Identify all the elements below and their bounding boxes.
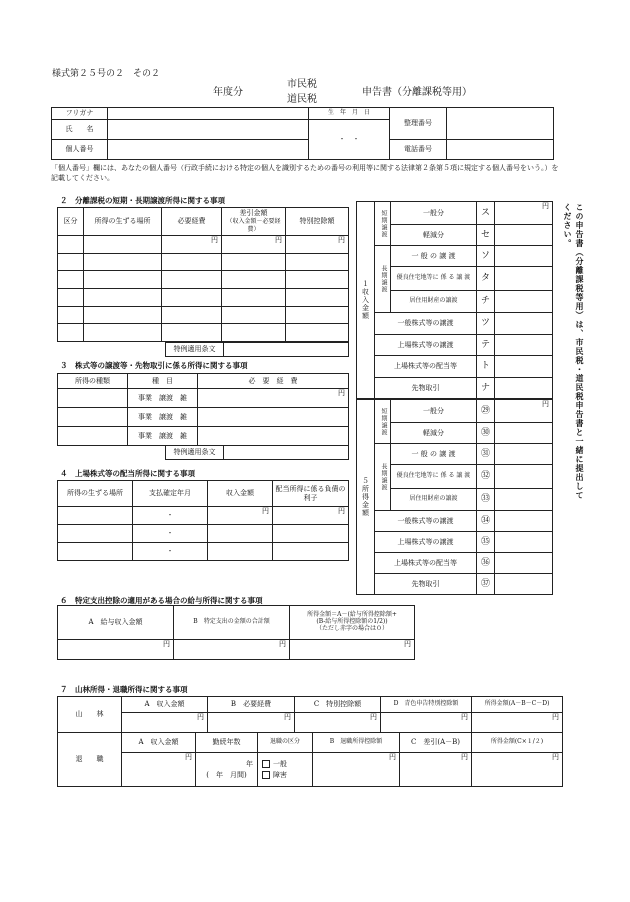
sec2-h-deduction: 特別控除額 [286, 208, 349, 236]
sec2-cell[interactable] [162, 271, 222, 289]
shotoku-mark-34: ㉞ [477, 511, 495, 532]
income-field-so[interactable] [495, 246, 553, 267]
sanrin-h-a: A 収入金額 [122, 697, 208, 713]
taishoku-years-field[interactable] [196, 753, 258, 787]
sec2-cell[interactable] [162, 288, 222, 306]
name-label: 氏 名 [52, 120, 108, 140]
kojin-bango-field[interactable] [108, 140, 309, 160]
sec3-expense-field[interactable] [198, 408, 349, 427]
sec2-cell[interactable] [286, 271, 349, 289]
sec3-expense-field[interactable]: 円 [198, 389, 349, 408]
income-label-te: 上場株式等の譲渡 [375, 335, 477, 356]
sanrin-h-c: C 特別控除額 [295, 697, 381, 713]
income-field-na[interactable] [495, 378, 553, 399]
shotoku-mark-35: ㉟ [477, 532, 495, 553]
sec2-cell[interactable] [286, 288, 349, 306]
income-field-tsu[interactable] [495, 313, 553, 335]
sec2-cell[interactable] [58, 306, 84, 324]
income-label-su: 一般分 [391, 202, 477, 225]
income-label-chi: 居住用財産の譲渡 [391, 291, 477, 313]
sec2-h-diff: 差引金額 （収入金額－必要経費） [222, 208, 286, 236]
sanrin-h-d: D 青色申告特別控除額 [381, 697, 472, 713]
sanrin-h-b: B 必要経費 [208, 697, 295, 713]
sec2-cell[interactable] [222, 306, 286, 324]
shotoku-field-34[interactable] [495, 511, 553, 532]
income-field-to[interactable] [495, 356, 553, 378]
sec7-taishoku-table [57, 732, 563, 787]
taishoku-total-field[interactable]: 円 [472, 753, 563, 787]
sec4-date-field[interactable]: ・ [133, 507, 208, 525]
sec6-h-salary: A 給与収入金額 [58, 606, 174, 640]
sec2-cell[interactable] [84, 235, 162, 253]
sec3-h-expenses: 必 要 経 費 [198, 374, 349, 389]
sec2-tokurei-label: 特例適用条文 [166, 343, 224, 357]
shotoku-field-30[interactable] [495, 423, 553, 444]
sec4-h-interest: 配当所得に係る負債の利子 [273, 481, 349, 507]
sec2-cell[interactable] [222, 324, 286, 342]
income-field-su[interactable]: 円 [495, 202, 553, 225]
taishoku-years-months: ( 年 月間) [206, 771, 247, 779]
taishoku-option-general[interactable]: 一般 [262, 760, 312, 768]
shotoku-label-32: 優良住宅地等に 係 る 譲 渡 [391, 465, 477, 489]
sanrin-total-field[interactable]: 円 [472, 713, 563, 733]
sec2-cell[interactable] [84, 306, 162, 324]
sec3-kind-options[interactable]: 事業 譲渡 雑 [128, 427, 198, 446]
sec2-cell[interactable] [286, 306, 349, 324]
shotoku-label-37: 先物取引 [375, 574, 477, 595]
sec2-cell[interactable] [286, 324, 349, 342]
personal-info-table [51, 107, 554, 160]
side-note: この申告書（分離課税等用）は、市民税・道民税申告書と一緒に提出してください。 [563, 203, 585, 500]
income-mark-so: ソ [477, 246, 495, 267]
shotoku-label-30: 軽減分 [391, 423, 477, 444]
sec4-title: ４ 上場株式等の配当所得に関する事項 [60, 469, 195, 478]
sec4-income-field[interactable] [208, 525, 273, 543]
income-label-na: 先物取引 [375, 378, 477, 399]
income-mark-to: ト [477, 356, 495, 378]
sec4-date-field[interactable]: ・ [133, 543, 208, 561]
taishoku-h-a: A 収入金額 [122, 733, 196, 753]
shotoku-tanki-label: 短期譲渡 [375, 400, 391, 444]
taishoku-h-years: 勤続年数 [196, 733, 258, 753]
sec2-cell[interactable] [84, 288, 162, 306]
sec4-place-field[interactable] [58, 543, 133, 561]
sec3-kind-options[interactable]: 事業 譲渡 雑 [128, 389, 198, 408]
sec3-kind-options[interactable]: 事業 譲渡 雑 [128, 408, 198, 427]
sec2-h-kubun: 区分 [58, 208, 84, 236]
sanrin-c-field[interactable]: 円 [295, 713, 381, 733]
shotoku-field-36[interactable] [495, 553, 553, 574]
income-mark-te: テ [477, 335, 495, 356]
shotoku-label-33: 居住用財産の譲渡 [391, 489, 477, 511]
shotoku-table [356, 399, 553, 595]
sec4-place-field[interactable] [58, 507, 133, 525]
shotoku-mark-33: ㉝ [477, 489, 495, 511]
sec2-cell[interactable] [84, 324, 162, 342]
sec2-h-place: 所得の生ずる場所 [84, 208, 162, 236]
taishoku-h-kubun: 退職の区分 [258, 733, 313, 753]
income-group-label: １収入金額 [357, 202, 375, 399]
taishoku-h-total: 所得金額(C×１/２) [472, 733, 563, 753]
phone-field[interactable] [447, 140, 554, 160]
sec2-table [57, 207, 349, 342]
shotoku-mark-30: ㉚ [477, 423, 495, 444]
sec2-title: ２ 分離課税の短期・長期譲渡所得に関する事項 [60, 196, 225, 205]
income-label-se: 軽減分 [391, 225, 477, 246]
sec4-interest-field[interactable] [273, 543, 349, 561]
income-label-so: 一 般 の 譲 渡 [391, 246, 477, 267]
birthdate-label: 生 年 月 日 [309, 108, 390, 120]
form-title: 申告書（分離課税等用） [362, 87, 472, 98]
sec2-cell[interactable] [84, 253, 162, 271]
shotoku-mark-32: ㉜ [477, 465, 495, 489]
kojin-bango-label: 個人番号 [52, 140, 108, 160]
furigana-label: フリガナ [52, 108, 108, 120]
taishoku-h-b: B 退職所得控除額 [313, 733, 400, 753]
sec2-cell[interactable] [222, 288, 286, 306]
income-label-to: 上場株式等の配当等 [375, 356, 477, 378]
sec3-footer [165, 445, 349, 460]
sec3-h-item: 種 目 [128, 374, 198, 389]
sec2-cell[interactable] [162, 306, 222, 324]
income-mark-chi: チ [477, 291, 495, 313]
taishoku-kubun-field [258, 753, 313, 787]
sec6-title: ６ 特定支出控除の適用がある場合の給与所得に関する事項 [60, 596, 263, 605]
sec4-table [57, 480, 349, 561]
sanrin-label: 山 林 [58, 697, 122, 733]
sec2-yen[interactable]: 円 [286, 235, 349, 253]
form-number: 様式第２５号の２ その２ [52, 69, 161, 79]
sec6-special-field[interactable]: 円 [174, 640, 290, 660]
seiri-label: 整理番号 [390, 108, 447, 140]
sec4-income-field[interactable]: 円 [208, 507, 273, 525]
sec4-h-income: 収入金額 [208, 481, 273, 507]
sec4-h-place: 所得の生ずる場所 [58, 481, 133, 507]
seiri-field[interactable] [447, 108, 554, 140]
sec6-income-field[interactable]: 円 [290, 640, 415, 660]
taishoku-option-disability[interactable]: 障害 [262, 771, 312, 779]
sec4-h-date: 支払確定年月 [133, 481, 208, 507]
tax-type-city: 市民税 [287, 79, 317, 90]
sec4-interest-field[interactable]: 円 [273, 507, 349, 525]
taishoku-a-field[interactable]: 円 [122, 753, 196, 787]
shotoku-field-29[interactable]: 円 [495, 400, 553, 423]
kojin-bango-note: 「個人番号」欄には、あなたの個人番号（行政手続における特定の個人を識別するための番号の利用等に関する法律第２条第５項に規定する個人番号をいう。）を記載してください。 [51, 164, 559, 182]
sec6-h-formula: 所得金額＝A－(給与所得控除額+ (B-給与所得控除額の1/2)) （ただし赤字の場合は０） [290, 606, 415, 640]
sec3-tokurei-field[interactable] [224, 446, 349, 460]
sanrin-d-field[interactable]: 円 [381, 713, 472, 733]
sanrin-b-field[interactable]: 円 [208, 713, 295, 733]
phone-label: 電話番号 [390, 140, 447, 160]
sec3-tokurei-label: 特例適用条文 [166, 446, 224, 460]
sec2-cell[interactable] [58, 253, 84, 271]
sec4-place-field[interactable] [58, 525, 133, 543]
sec6-h-special: B 特定支出の金額の合計額 [174, 606, 290, 640]
sec7-title: ７ 山林所得・退職所得に関する事項 [60, 685, 188, 694]
income-mark-tsu: ツ [477, 313, 495, 335]
sec2-cell[interactable] [222, 253, 286, 271]
sec2-tokurei-field[interactable] [224, 343, 349, 357]
shotoku-mark-29: ㉙ [477, 400, 495, 423]
income-field-se[interactable] [495, 225, 553, 246]
shotoku-group-label: ５所得金額 [357, 400, 375, 595]
sec2-cell[interactable] [58, 288, 84, 306]
taishoku-label: 退 職 [58, 733, 122, 787]
sec2-cell[interactable] [58, 235, 84, 253]
birthdate-field[interactable]: ・ ・ [309, 120, 390, 160]
sec6-salary-field[interactable]: 円 [58, 640, 174, 660]
sec3-type-field[interactable] [58, 427, 128, 446]
income-choki-label: 長期譲渡 [375, 246, 391, 313]
taishoku-h-c: C 差引(A－B) [400, 733, 472, 753]
sec3-type-field[interactable] [58, 389, 128, 408]
shotoku-label-31: 一 般 の 譲 渡 [391, 444, 477, 465]
shotoku-label-35: 上場株式等の譲渡 [375, 532, 477, 553]
shotoku-choki-label: 長期譲渡 [375, 444, 391, 511]
shotoku-field-35[interactable] [495, 532, 553, 553]
sec2-cell[interactable] [162, 253, 222, 271]
sec2-cell[interactable] [58, 324, 84, 342]
sec2-cell[interactable] [84, 271, 162, 289]
income-field-ta[interactable] [495, 267, 553, 291]
furigana-field[interactable] [108, 108, 309, 120]
shotoku-mark-31: ㉛ [477, 444, 495, 465]
tax-type-prefecture: 道民税 [287, 94, 317, 105]
sec7-sanrin-table [57, 696, 563, 733]
sec2-yen[interactable]: 円 [162, 235, 222, 253]
shotoku-label-29: 一般分 [391, 400, 477, 423]
sanrin-a-field[interactable]: 円 [122, 713, 208, 733]
sec3-h-type: 所得の種類 [58, 374, 128, 389]
sec2-h-expenses: 必要経費 [162, 208, 222, 236]
shotoku-field-37[interactable] [495, 574, 553, 595]
checkbox-icon[interactable] [262, 760, 270, 768]
sec4-date-field[interactable]: ・ [133, 525, 208, 543]
sec2-cell[interactable] [58, 271, 84, 289]
income-mark-na: ナ [477, 378, 495, 399]
sec3-table [57, 373, 349, 446]
income-label-tsu: 一般株式等の譲渡 [375, 313, 477, 335]
sec2-cell[interactable] [286, 253, 349, 271]
sec6-table [57, 605, 415, 660]
sec3-expense-field[interactable] [198, 427, 349, 446]
income-field-te[interactable] [495, 335, 553, 356]
shotoku-mark-37: ㊲ [477, 574, 495, 595]
sec4-interest-field[interactable] [273, 525, 349, 543]
shotoku-label-36: 上場株式等の配当等 [375, 553, 477, 574]
shotoku-label-34: 一般株式等の譲渡 [375, 511, 477, 532]
sec3-title: ３ 株式等の譲渡等・先物取引に係る所得に関する事項 [60, 361, 248, 370]
checkbox-icon[interactable] [262, 771, 270, 779]
income-field-chi[interactable] [495, 291, 553, 313]
income-mark-su: ス [477, 202, 495, 225]
shotoku-mark-36: ㊱ [477, 553, 495, 574]
income-mark-ta: タ [477, 267, 495, 291]
income-mark-se: セ [477, 225, 495, 246]
sec3-type-field[interactable] [58, 408, 128, 427]
income-tanki-label: 短期譲渡 [375, 202, 391, 246]
sec2-footer [165, 342, 349, 357]
shotoku-field-33[interactable] [495, 489, 553, 511]
fiscal-year-label: 年度分 [213, 87, 243, 98]
taishoku-c-field[interactable]: 円 [400, 753, 472, 787]
sec4-income-field[interactable] [208, 543, 273, 561]
income-table [356, 201, 553, 399]
shotoku-field-32[interactable] [495, 465, 553, 489]
taishoku-years-unit: 年 [246, 759, 253, 768]
sec2-cell[interactable] [162, 324, 222, 342]
income-label-ta: 優良住宅地等に 係 る 譲 渡 [391, 267, 477, 291]
sanrin-h-total: 所得金額(A－B－C－D) [472, 697, 563, 713]
name-field[interactable] [108, 120, 309, 140]
sec2-cell[interactable] [222, 271, 286, 289]
shotoku-field-31[interactable] [495, 444, 553, 465]
taishoku-b-field[interactable]: 円 [313, 753, 400, 787]
sec2-yen[interactable]: 円 [222, 235, 286, 253]
